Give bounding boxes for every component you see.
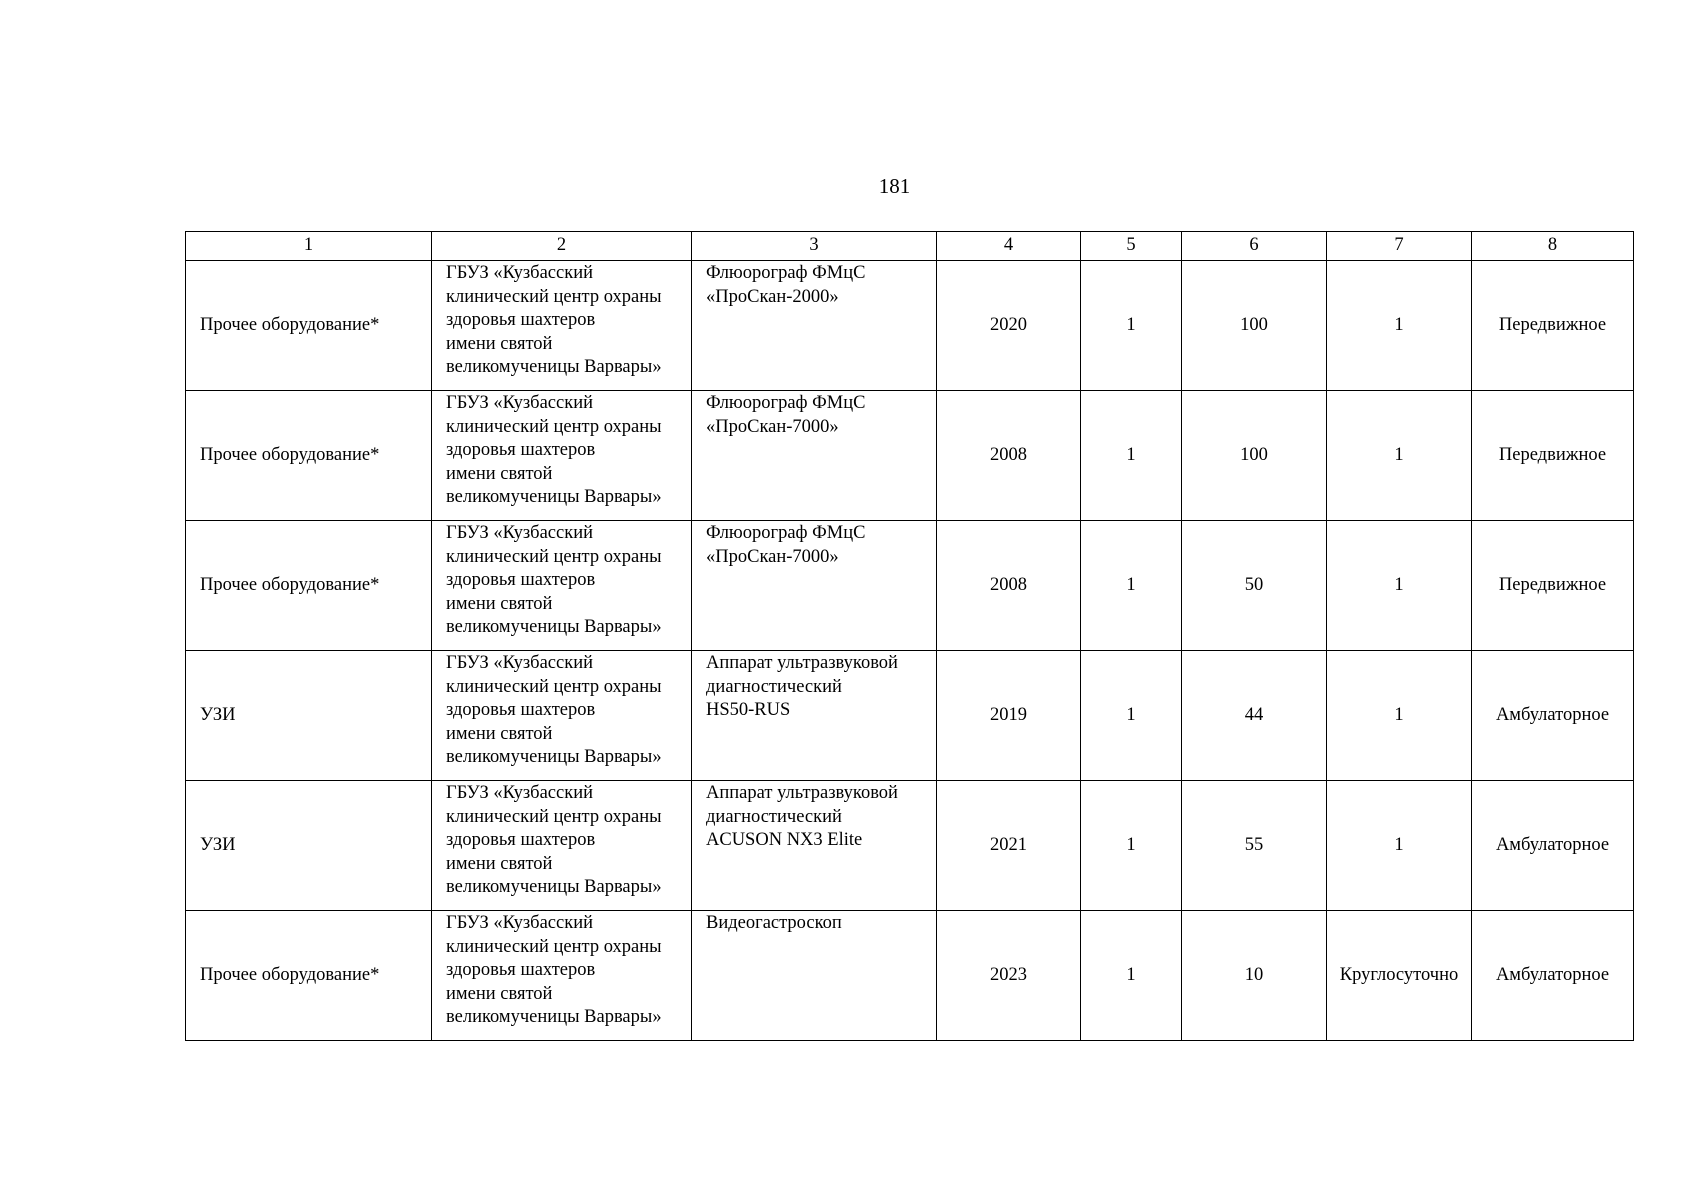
shifts-cell: 1 (1327, 521, 1472, 651)
equipment-name-cell (692, 521, 937, 651)
capacity-cell: 50 (1182, 521, 1327, 651)
equipment-name-text: Аппарат ультразвуковой диагностический ACUSON NX3 Elite (706, 783, 898, 850)
capacity-cell: 100 (1182, 391, 1327, 521)
organization-cell (432, 261, 692, 391)
mode-cell: Амбулаторное (1472, 911, 1634, 1041)
table-row (186, 521, 1634, 651)
column-header: 6 (1182, 232, 1327, 261)
organization-cell (432, 651, 692, 781)
column-header: 3 (692, 232, 937, 261)
organization-text: ГБУЗ «Кузбасский клинический центр охраны здоровья шахтеров имени святой великомученицы Варвары» (446, 523, 662, 637)
equipment-name-cell (692, 651, 937, 781)
capacity-cell: 44 (1182, 651, 1327, 781)
equipment-type-cell: Прочее оборудование* (186, 911, 432, 1041)
equipment-table (185, 231, 1634, 1041)
organization-text: ГБУЗ «Кузбасский клинический центр охраны здоровья шахтеров имени святой великомученицы Варвары» (446, 913, 662, 1027)
equipment-name-text: Флюорограф ФМцС «ПроСкан-7000» (706, 523, 866, 567)
mode-cell: Амбулаторное (1472, 651, 1634, 781)
mode-cell: Передвижное (1472, 521, 1634, 651)
organization-cell (432, 391, 692, 521)
table-row (186, 391, 1634, 521)
equipment-type-cell: УЗИ (186, 781, 432, 911)
table-row (186, 781, 1634, 911)
equipment-name-text: Аппарат ультразвуковой диагностический HS50-RUS (706, 653, 898, 720)
organization-text: ГБУЗ «Кузбасский клинический центр охраны здоровья шахтеров имени святой великомученицы Варвары» (446, 263, 662, 377)
organization-text: ГБУЗ «Кузбасский клинический центр охраны здоровья шахтеров имени святой великомученицы Варвары» (446, 653, 662, 767)
table-row (186, 261, 1634, 391)
organization-text: ГБУЗ «Кузбасский клинический центр охраны здоровья шахтеров имени святой великомученицы Варвары» (446, 393, 662, 507)
quantity-cell: 1 (1081, 391, 1182, 521)
mode-cell: Передвижное (1472, 261, 1634, 391)
equipment-type-cell: Прочее оборудование* (186, 391, 432, 521)
page-number: 181 (878, 174, 911, 198)
equipment-name-cell (692, 781, 937, 911)
column-header: 2 (432, 232, 692, 261)
mode-cell: Передвижное (1472, 391, 1634, 521)
shifts-cell: 1 (1327, 781, 1472, 911)
equipment-name-text: Видеогастроскоп (706, 913, 842, 933)
equipment-name-text: Флюорограф ФМцС «ПроСкан-2000» (706, 263, 866, 307)
table-row (186, 911, 1634, 1041)
year-cell: 2019 (937, 651, 1081, 781)
capacity-cell: 10 (1182, 911, 1327, 1041)
quantity-cell: 1 (1081, 651, 1182, 781)
shifts-cell: 1 (1327, 651, 1472, 781)
capacity-cell: 100 (1182, 261, 1327, 391)
quantity-cell: 1 (1081, 911, 1182, 1041)
organization-cell (432, 521, 692, 651)
equipment-name-text: Флюорограф ФМцС «ПроСкан-7000» (706, 393, 866, 437)
organization-cell (432, 911, 692, 1041)
equipment-type-cell: УЗИ (186, 651, 432, 781)
shifts-cell: 1 (1327, 261, 1472, 391)
mode-cell: Амбулаторное (1472, 781, 1634, 911)
equipment-type-cell: Прочее оборудование* (186, 261, 432, 391)
column-header: 7 (1327, 232, 1472, 261)
quantity-cell: 1 (1081, 781, 1182, 911)
year-cell: 2008 (937, 391, 1081, 521)
equipment-name-cell (692, 391, 937, 521)
table-row (186, 651, 1634, 781)
organization-cell (432, 781, 692, 911)
year-cell: 2008 (937, 521, 1081, 651)
column-header: 4 (937, 232, 1081, 261)
quantity-cell: 1 (1081, 261, 1182, 391)
year-cell: 2021 (937, 781, 1081, 911)
table-header-row (186, 232, 1634, 261)
organization-text: ГБУЗ «Кузбасский клинический центр охраны здоровья шахтеров имени святой великомученицы Варвары» (446, 783, 662, 897)
column-header: 8 (1472, 232, 1634, 261)
equipment-type-cell: Прочее оборудование* (186, 521, 432, 651)
year-cell: 2020 (937, 261, 1081, 391)
shifts-cell: 1 (1327, 391, 1472, 521)
shifts-cell: Круглосуточно (1327, 911, 1472, 1041)
quantity-cell: 1 (1081, 521, 1182, 651)
equipment-name-cell (692, 911, 937, 1041)
equipment-name-cell (692, 261, 937, 391)
column-header: 5 (1081, 232, 1182, 261)
column-header: 1 (186, 232, 432, 261)
capacity-cell: 55 (1182, 781, 1327, 911)
year-cell: 2023 (937, 911, 1081, 1041)
